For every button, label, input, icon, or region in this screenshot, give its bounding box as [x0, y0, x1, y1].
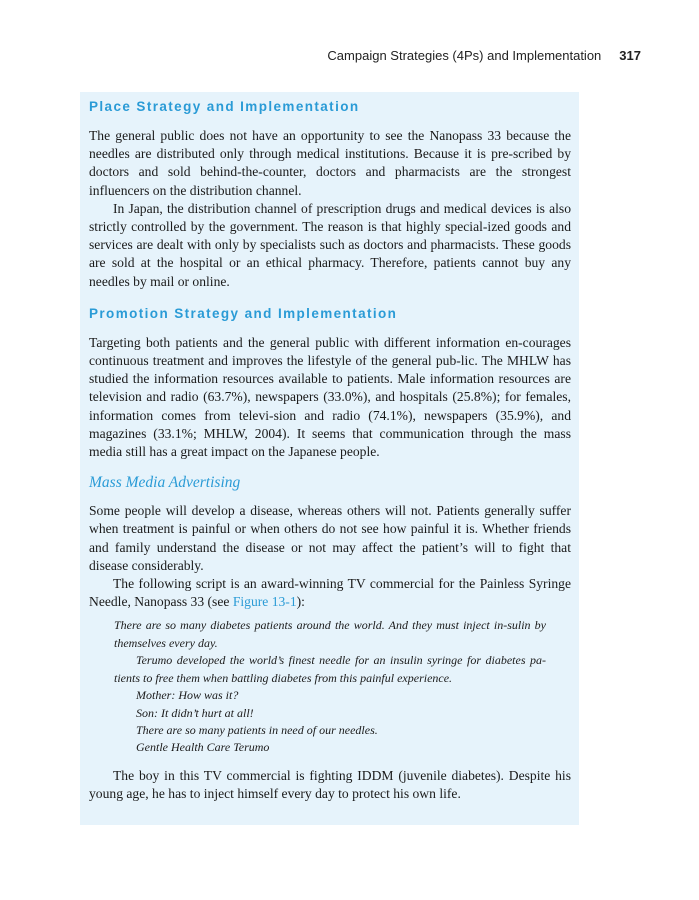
- script-line-2: Terumo developed the world’s finest needle for an insulin syringe for diabetes pa-tients to free them when battling diabetes from this painful experience.: [114, 653, 546, 685]
- script-dialog-3: There are so many patients in need of our needles.: [136, 722, 378, 737]
- script-dialog-1: Mother: How was it?: [136, 688, 239, 703]
- mass-media-paragraph-2: [89, 575, 571, 611]
- place-paragraph-2: In Japan, the distribution channel of prescription drugs and medical devices is also strictly controlled by the government. The reason is that highly special-ized goods and services are dealt with only by specialists such as doctors and pharmacists. These goods are sold at the hospital or an ethical pharmacy. Therefore, patients cannot buy any needles by mail or online.: [89, 200, 571, 289]
- paragraph-2-text-start: The following script is an award-winning TV commercial for the Painless Syringe Needle, Nanopass 33 (see: [89, 576, 571, 610]
- running-head-title: Campaign Strategies (4Ps) and Implementation: [327, 48, 602, 63]
- commercial-script: [114, 617, 546, 756]
- page-number: 317: [619, 48, 641, 63]
- promotion-strategy-heading: Promotion Strategy and Implementation: [89, 305, 398, 321]
- mass-media-paragraph-3: The boy in this TV commercial is fighting IDDM (juvenile diabetes). Despite his young age, he has to inject himself every day to protect his own life.: [89, 767, 571, 801]
- promotion-paragraph-1: Targeting both patients and the general public with different information en-courages continuous treatment and improves the lifestyle of the general pub-lic. The MHLW has studied the information resources available to patients. Male information resources are television and radio (63.7%), newspapers (33.0%), and hospitals (25.8%); for females, information comes from televi-sion and radio (74.1%), newspapers (35.9%), and magazines (33.1%; MHLW, 2004). It seems that communication through the mass media still has a great impact on the Japanese people.: [89, 334, 571, 460]
- content-panel: [80, 92, 579, 825]
- running-head: [327, 48, 641, 63]
- paragraph-2-text-end: ):: [296, 594, 305, 610]
- script-dialog-2: Son: It didn’t hurt at all!: [136, 705, 254, 720]
- place-strategy-heading: Place Strategy and Implementation: [89, 99, 360, 114]
- place-paragraph-1: The general public does not have an opportunity to see the Nanopass 33 because the needles are distributed only through medical institutions. Because it is pre-scribed by doctors and sold behind-the-counter, doctors and pharmacists are the strongest influencers on the distribution channel.: [89, 128, 571, 198]
- mass-media-paragraph-1: Some people will develop a disease, whereas others will not. Patients generally suffer when treatment is painful or when others do not see how painful it is. Whether friends and family understand the disease or not may affect the patient’s will to fight that disease considerably.: [89, 503, 571, 573]
- script-dialog-4: Gentle Health Care Terumo: [136, 740, 270, 755]
- figure-13-1-link[interactable]: Figure 13-1: [232, 594, 297, 610]
- script-line-1: There are so many diabetes patients around the world. And they must inject in-sulin by themselves every day.: [114, 618, 546, 650]
- mass-media-heading: Mass Media Advertising: [89, 474, 241, 492]
